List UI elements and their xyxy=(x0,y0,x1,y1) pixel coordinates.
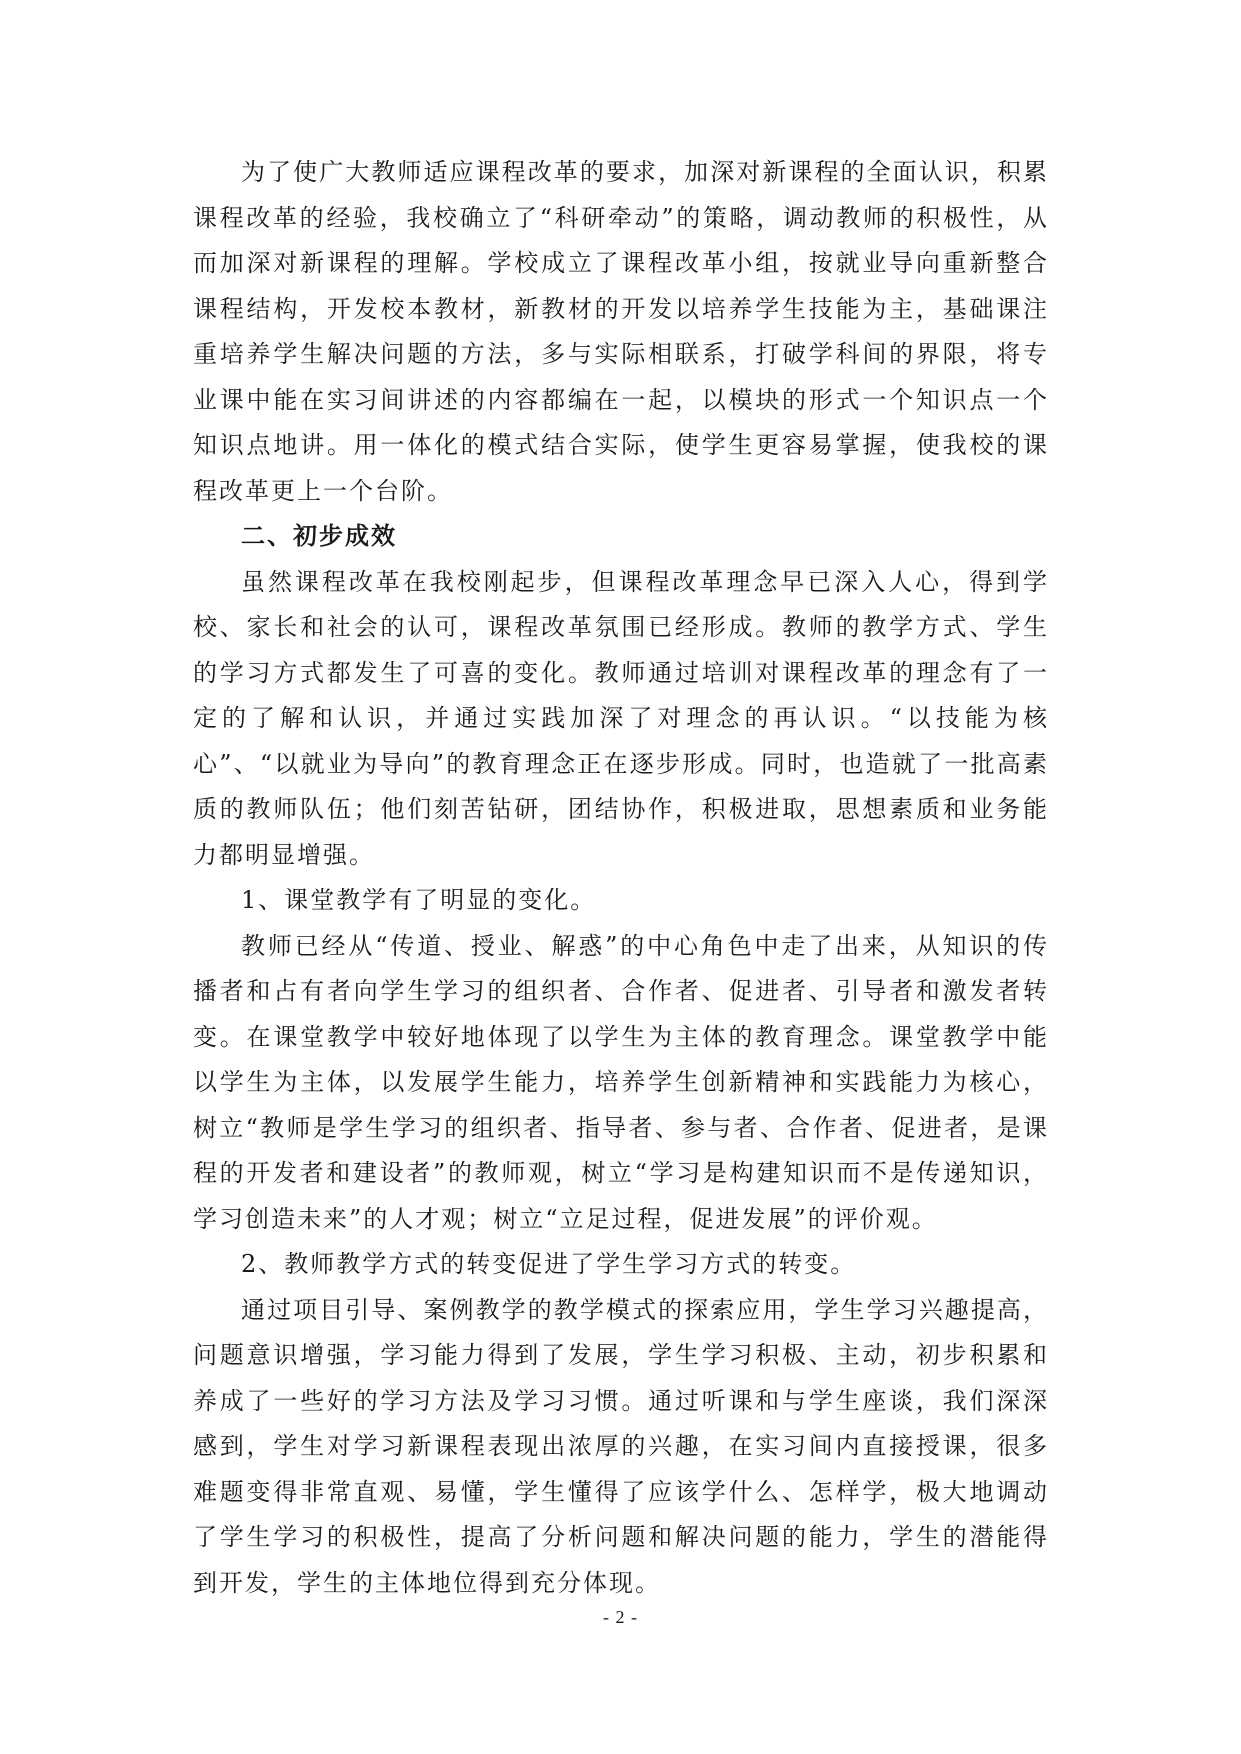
paragraph-classroom-change: 教师已经从“传道、授业、解惑”的中心角色中走了出来，从知识的传播者和占有者向学生学习的组织者、合作者、促进者、引导者和激发者转变。在课堂教学中较好地体现了以学生为主体的教育理念。课堂教学中能以学生为主体，以发展学生能力，培养学生创新精神和实践能力为核心，树立“教师是学生学习的组织者、指导者、参与者、合作者、促进者，是课程的开发者和建设者”的教师观，树立“学习是构建知识而不是传递知识，学习创造未来”的人才观；树立“立足过程，促进发展”的评价观。 xyxy=(193,931,1049,1233)
page-number: - 2 - xyxy=(603,1607,638,1627)
paragraph-results-overview: 虽然课程改革在我校刚起步，但课程改革理念早已深入人心，得到学校、家长和社会的认可，课程改革氛围已经形成。教师的教学方式、学生的学习方式都发生了可喜的变化。教师通过培训对课程改革的理念有了一定的了解和认识，并通过实践加深了对理念的再认识。“以技能为核心”、“以就业为导向”的教育理念正在逐步形成。同时，也造就了一批高素质的教师队伍；他们刻苦钻研，团结协作，积极进取，思想素质和业务能力都明显增强。 xyxy=(193,567,1049,869)
subheading-teaching-method-change: 2、教师教学方式的转变促进了学生学习方式的转变。 xyxy=(241,1250,857,1278)
section-heading-initial-results: 二、初步成效 xyxy=(241,522,397,550)
paragraph-teaching-method-change: 通过项目引导、案例教学的教学模式的探索应用，学生学习兴趣提高，问题意识增强，学习能力得到了发展，学生学习积极、主动，初步积累和养成了一些好的学习方法及学习习惯。通过听课和与学生座谈，我们深深感到，学生对学习新课程表现出浓厚的兴趣，在实习间内直接授课，很多难题变得非常直观、易懂，学生懂得了应该学什么、怎样学，极大地调动了学生学习的积极性，提高了分析问题和解决问题的能力，学生的潜能得到开发，学生的主体地位得到充分体现。 xyxy=(193,1295,1049,1597)
document-body xyxy=(193,150,1049,1606)
subheading-classroom-change: 1、课堂教学有了明显的变化。 xyxy=(241,886,597,914)
paragraph-intro: 为了使广大教师适应课程改革的要求，加深对新课程的全面认识，积累课程改革的经验，我校确立了“科研牵动”的策略，调动教师的积极性，从而加深对新课程的理解。学校成立了课程改革小组，按就业导向重新整合课程结构，开发校本教材，新教材的开发以培养学生技能为主，基础课注重培养学生解决问题的方法，多与实际相联系，打破学科间的界限，将专业课中能在实习间讲述的内容都编在一起，以模块的形式一个知识点一个知识点地讲。用一体化的模式结合实际，使学生更容易掌握，使我校的课程改革更上一个台阶。 xyxy=(193,158,1049,505)
